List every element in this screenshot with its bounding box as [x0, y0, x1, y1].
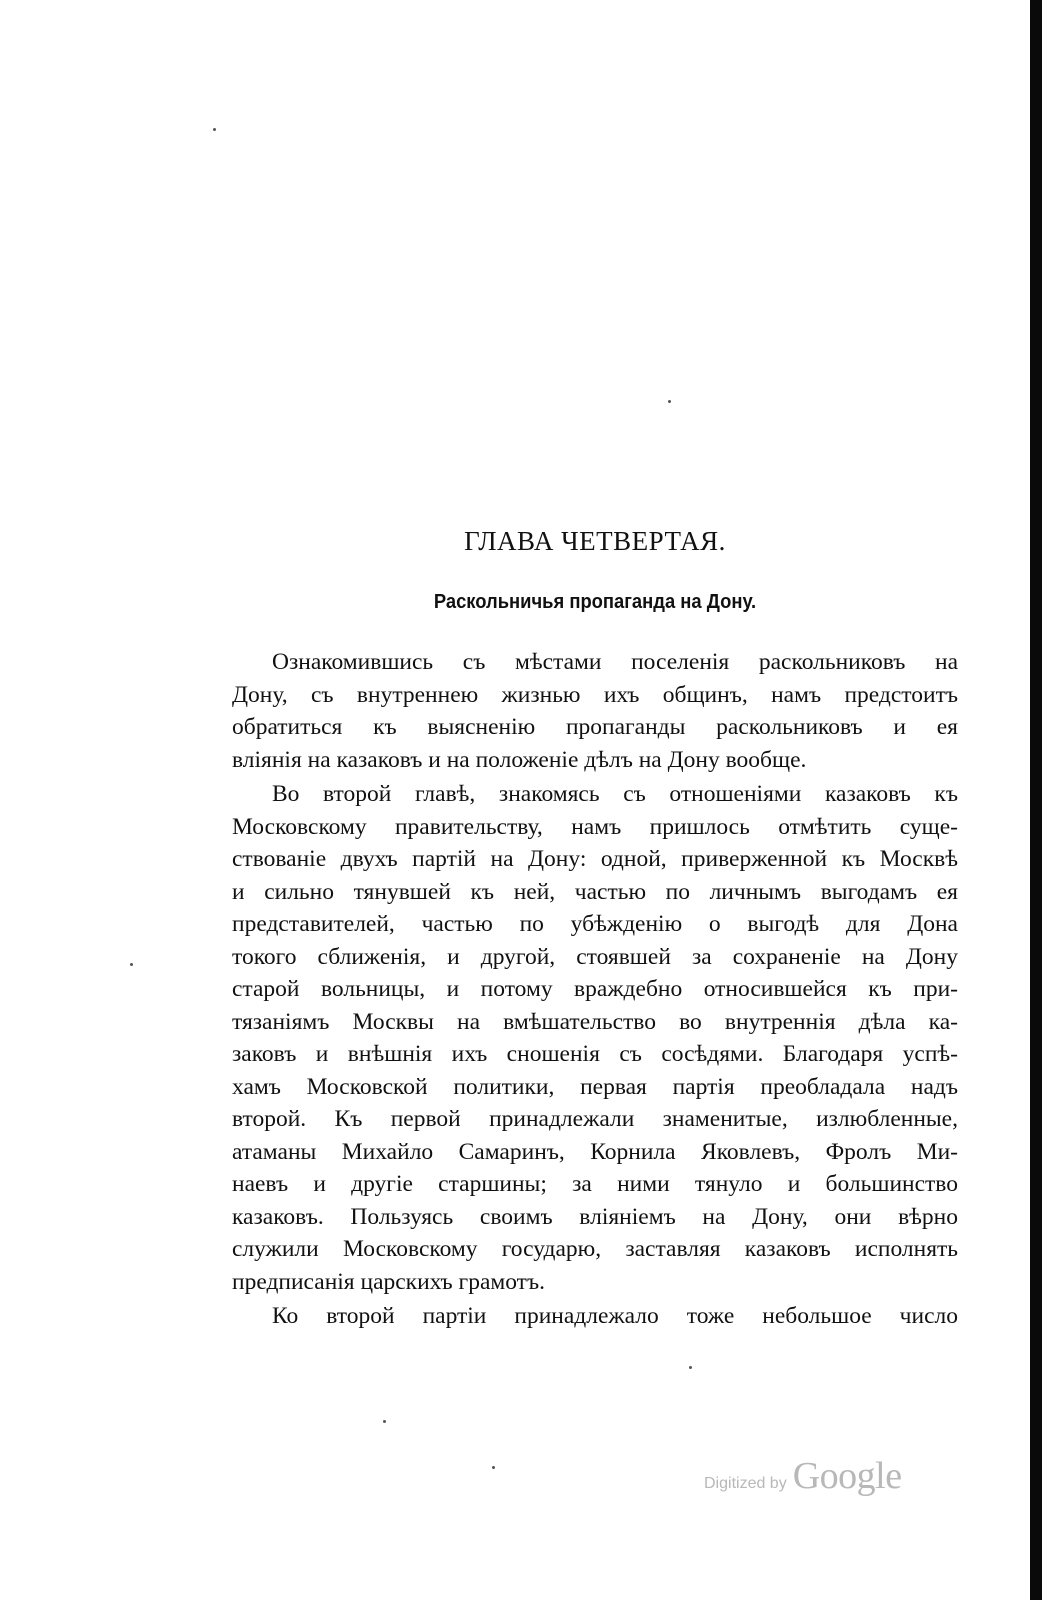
- paragraph: [232, 778, 958, 1298]
- text-line: обратиться къ выясненію пропаганды раскольниковъ и ея: [232, 714, 958, 740]
- watermark-prefix: Digitized by: [704, 1475, 787, 1492]
- scan-speck: [130, 963, 133, 966]
- section-title: Раскольничья пропаганда на Дону.: [433, 591, 757, 613]
- text-line: хамъ Московской политики, первая партія преобладала надъ: [232, 1073, 958, 1100]
- text-line: наевъ и другіе старшины; за ними тянуло и большинство: [232, 1171, 958, 1197]
- text-line: служили Московскому государю, заставляя казаковъ исполнять: [232, 1236, 958, 1262]
- scan-speck: [668, 400, 671, 403]
- text-line: Ознакомившись съ мѣстами поселенія раскольниковъ на: [272, 649, 958, 675]
- text-line: представителей, частью по убѣжденію о выгодѣ для Дона: [232, 911, 958, 937]
- text-line: атаманы Михайло Самаринъ, Корнила Яковлевъ, Фролъ Ми-: [232, 1138, 958, 1165]
- paragraph: [232, 1300, 958, 1333]
- text-line: ствованіе двухъ партій на Дону: одной, приверженной къ Москвѣ: [232, 846, 958, 872]
- digitized-watermark: [704, 1454, 902, 1498]
- text-line: старой вольницы, и потому враждебно относившейся къ при-: [232, 976, 958, 1002]
- text-line: и сильно тянувшей къ ней, частью по личнымъ выгодамъ ея: [232, 878, 958, 905]
- text-line: Во второй главѣ, знакомясь съ отношеніями казаковъ къ: [272, 781, 958, 807]
- text-line: тязаніямъ Москвы на вмѣшательство во внутреннія дѣла ка-: [232, 1008, 958, 1035]
- scan-speck: [689, 1366, 692, 1369]
- text-line: заковъ и внѣшнія ихъ сношенія съ сосѣдями. Благодаря успѣ-: [232, 1041, 958, 1067]
- google-logo: Google: [792, 1455, 902, 1497]
- body-text: [232, 646, 958, 1333]
- page-edge-shadow: [1030, 0, 1042, 1600]
- scan-speck: [213, 128, 216, 131]
- text-line: предписанія царскихъ грамотъ.: [232, 1268, 545, 1295]
- text-line: казаковъ. Пользуясь своимъ вліяніемъ на Дону, они вѣрно: [232, 1203, 958, 1230]
- text-line: второй. Къ первой принадлежали знаменитые, излюбленные,: [232, 1106, 958, 1132]
- text-line: Дону, съ внутреннею жизнью ихъ общинъ, намъ предстоитъ: [232, 681, 958, 708]
- text-line: Ко второй партіи принадлежало тоже небольшое число: [272, 1303, 958, 1329]
- text-line: токого сближенія, и другой, стоявшей за сохраненіе на Дону: [232, 943, 958, 970]
- text-line: вліянія на казаковъ и на положеніе дѣлъ на Дону вообще.: [232, 746, 807, 773]
- paragraph: [232, 646, 958, 776]
- scan-speck: [383, 1420, 386, 1423]
- scan-speck: [492, 1466, 495, 1469]
- chapter-title: ГЛАВА ЧЕТВЕРТАЯ.: [464, 526, 726, 556]
- text-line: Московскому правительству, намъ пришлось отмѣтить суще-: [232, 813, 958, 840]
